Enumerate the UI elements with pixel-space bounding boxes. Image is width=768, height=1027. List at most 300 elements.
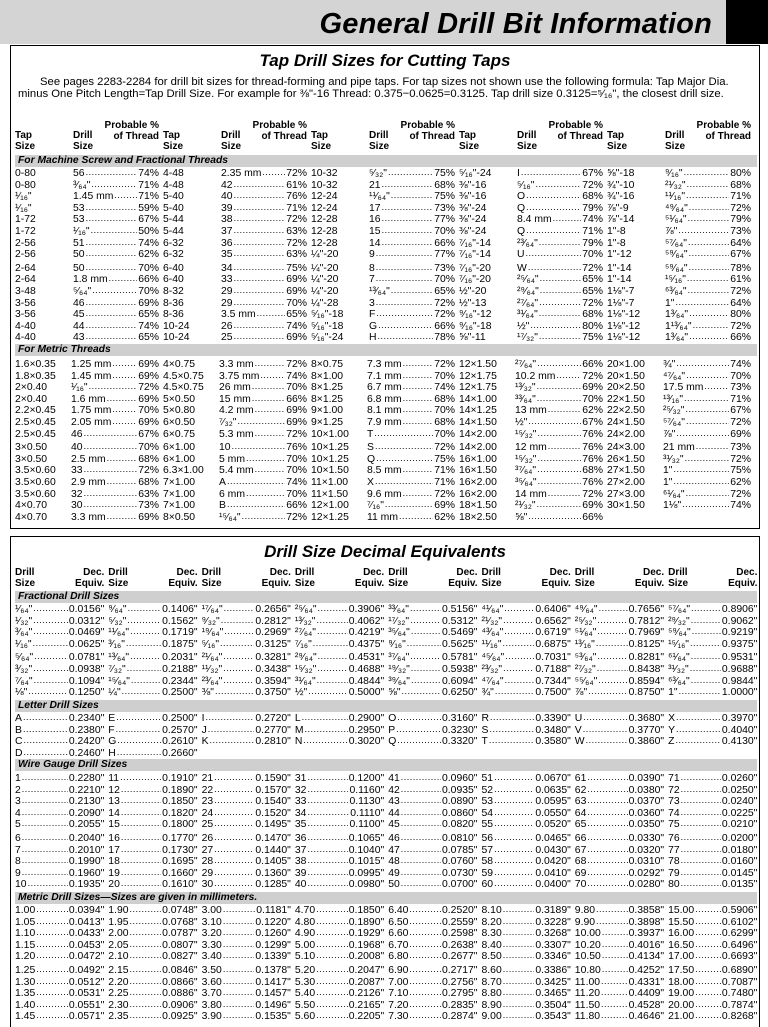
tap-size: 26×1.50 bbox=[607, 453, 645, 465]
decimal-equivalent: 0.5781" bbox=[442, 652, 478, 664]
table-row bbox=[459, 405, 603, 417]
drill-size: 1" bbox=[663, 465, 673, 477]
drill-size: 11.80 bbox=[574, 1011, 601, 1023]
drill-size: 29 bbox=[221, 285, 233, 297]
table-row bbox=[202, 833, 291, 845]
leader-dots bbox=[586, 868, 627, 880]
decimal-equivalent: 0.1110" bbox=[350, 807, 385, 819]
leader-dots bbox=[129, 652, 161, 664]
thread-percent: 73% bbox=[434, 202, 455, 214]
decimal-equivalent: 0.0156" bbox=[68, 604, 105, 615]
leader-dots bbox=[233, 203, 286, 215]
drill-size: 5 bbox=[15, 819, 21, 831]
drill-size: 4.80 bbox=[294, 916, 316, 928]
drill-size: 29 bbox=[221, 297, 233, 309]
decimal-equivalent: 0.1015" bbox=[348, 856, 385, 868]
drill-size: 1.10 bbox=[15, 928, 36, 940]
drill-size: 3.50 bbox=[201, 964, 222, 976]
leader-dots bbox=[315, 928, 348, 940]
probable-thread-header: Probable % of Thread bbox=[252, 120, 307, 142]
decimal-equivalent: 0.4252" bbox=[628, 964, 665, 976]
drill-size: 2.9 mm bbox=[71, 476, 106, 488]
drill-size: 9.80 bbox=[574, 905, 596, 916]
decimal-equivalent: 0.0225" bbox=[721, 807, 758, 819]
leader-dots bbox=[680, 773, 721, 785]
table-row bbox=[15, 1000, 104, 1012]
table-row bbox=[311, 321, 455, 333]
drill-size: 45 bbox=[388, 819, 400, 831]
tap-header-col bbox=[607, 120, 751, 154]
leader-dots bbox=[35, 940, 68, 952]
thread-percent: 72% bbox=[582, 262, 603, 274]
dec-col bbox=[295, 773, 384, 891]
table-row bbox=[295, 988, 384, 1000]
table-row bbox=[668, 833, 757, 845]
decimal-equivalent: 0.3160" bbox=[442, 713, 478, 724]
table-row bbox=[15, 191, 159, 203]
drill-size: 3.20 bbox=[201, 928, 222, 940]
drill-size: 29 bbox=[201, 867, 214, 879]
drill-size: ³⁷⁄₆₄" bbox=[388, 652, 410, 664]
table-row bbox=[482, 845, 571, 857]
table-row bbox=[15, 249, 159, 261]
tap-size: 10×1.25 bbox=[311, 453, 349, 465]
tap-size: 10×1.25 bbox=[311, 442, 349, 454]
drill-size: 8 bbox=[15, 856, 21, 868]
thread-percent: 62% bbox=[730, 476, 751, 488]
table-row bbox=[311, 512, 455, 524]
drill-size: 1.45 mm bbox=[73, 191, 114, 203]
tap-size: ⁷⁄₁₆"-20 bbox=[459, 274, 491, 286]
leader-dots bbox=[120, 856, 161, 868]
table-row bbox=[388, 977, 477, 989]
table-row bbox=[668, 725, 757, 737]
table-row bbox=[295, 868, 384, 880]
decimal-equivalent: 0.1929" bbox=[348, 928, 385, 940]
drill-size: 71 bbox=[668, 773, 680, 784]
leader-dots bbox=[400, 856, 441, 868]
table-row bbox=[459, 359, 603, 371]
table-row bbox=[607, 249, 751, 261]
drill-size: H bbox=[108, 747, 116, 759]
drill-size: 64 bbox=[574, 807, 587, 819]
drill-size: 10.80 bbox=[574, 964, 601, 976]
decimal-equivalent: 0.0787" bbox=[162, 928, 198, 940]
decimal-equivalent: 0.0145" bbox=[721, 867, 758, 879]
thread-percent: 69% bbox=[286, 405, 307, 417]
table-row bbox=[575, 845, 664, 857]
decimal-equivalent: 0.3320" bbox=[442, 736, 478, 748]
decimal-equivalent: 0.0320" bbox=[628, 844, 665, 856]
decimal-equivalent: 0.7656" bbox=[628, 604, 665, 615]
thread-percent: 70% bbox=[138, 442, 159, 454]
drill-size: ½" bbox=[515, 416, 528, 428]
table-row bbox=[607, 332, 751, 344]
leader-dots bbox=[21, 796, 68, 808]
drill-size: ⁵⁄₆₄" bbox=[73, 285, 92, 297]
thread-percent: 65% bbox=[582, 285, 603, 297]
decimal-equivalent: 0.6890" bbox=[721, 964, 758, 976]
tap-size: 9×1.25 bbox=[311, 416, 344, 428]
leader-dots bbox=[401, 687, 441, 699]
decimal-equivalent: 0.2835" bbox=[442, 999, 478, 1011]
decimal-equivalent: 0.5938" bbox=[442, 663, 478, 675]
leader-dots bbox=[547, 442, 581, 454]
table-row bbox=[459, 489, 603, 501]
leader-dots bbox=[685, 417, 729, 429]
decimal-equivalent: 0.1820" bbox=[162, 807, 198, 819]
drill-size: 34 bbox=[221, 262, 233, 274]
table-row bbox=[311, 203, 455, 215]
table-row bbox=[388, 713, 477, 725]
decimal-equivalent: 0.4331" bbox=[628, 976, 665, 988]
table-row bbox=[607, 238, 751, 250]
drill-size: ⅞" bbox=[574, 687, 588, 699]
decimal-equivalent: 0.2677" bbox=[442, 951, 478, 963]
drill-size: 1.8 mm bbox=[73, 274, 108, 286]
drill-size: O bbox=[388, 713, 397, 724]
table-row bbox=[202, 988, 291, 1000]
drill-size: ¹³⁄₁₆" bbox=[574, 638, 595, 650]
table-row bbox=[163, 226, 307, 238]
drill-size: E bbox=[108, 713, 116, 724]
thread-percent: 72% bbox=[730, 416, 751, 428]
drill-size: 42 bbox=[221, 179, 233, 191]
leader-dots bbox=[127, 604, 162, 616]
tap-size: 30×1.50 bbox=[607, 500, 645, 512]
drill-size: 8.20 bbox=[481, 916, 502, 928]
section-metric-threads: For Metric Threads bbox=[15, 344, 757, 356]
leader-dots bbox=[586, 856, 627, 868]
drill-size: D bbox=[15, 747, 23, 759]
table-row bbox=[15, 429, 159, 441]
leader-dots bbox=[85, 263, 138, 275]
table-row bbox=[459, 226, 603, 238]
drill-size: 4.90 bbox=[294, 928, 316, 940]
drill-size: 1¹³⁄₆₄" bbox=[665, 320, 692, 332]
table-row bbox=[15, 1011, 104, 1023]
leader-dots bbox=[85, 168, 138, 180]
tap-size: ¼"-20 bbox=[311, 262, 339, 274]
dec-col bbox=[388, 905, 477, 1023]
leader-dots bbox=[375, 274, 433, 286]
leader-dots bbox=[254, 405, 286, 417]
decimal-equivalent: 0.0925" bbox=[162, 1011, 198, 1023]
leader-dots bbox=[121, 687, 161, 699]
decimal-equivalent: 0.0670" bbox=[535, 773, 571, 784]
drill-size: 1.95 bbox=[108, 916, 129, 928]
drill-size: 2.05 mm bbox=[71, 416, 112, 428]
tap-size: ¼"-28 bbox=[311, 297, 339, 309]
drill-size: A bbox=[15, 713, 22, 724]
table-row bbox=[388, 808, 477, 820]
drill-size-header: Drill Size bbox=[388, 567, 409, 589]
drill-size: 68 bbox=[574, 856, 587, 868]
leader-dots bbox=[684, 454, 730, 466]
table-row bbox=[668, 627, 757, 639]
leader-dots bbox=[409, 616, 441, 628]
drill-size: ¹⁄₁₆" bbox=[15, 638, 32, 650]
thread-percent: 72% bbox=[434, 359, 455, 370]
table-row bbox=[311, 359, 455, 371]
dec-col bbox=[202, 604, 291, 699]
table-row bbox=[459, 263, 603, 275]
drill-size: ⁵⁹⁄₆₄" bbox=[668, 627, 691, 639]
table-row bbox=[15, 773, 104, 785]
thread-percent: 65% bbox=[138, 332, 159, 344]
decimal-equivalent: 0.2656" bbox=[255, 604, 291, 615]
thread-percent: 66% bbox=[434, 237, 455, 249]
drill-size: ²⁹⁄₆₄" bbox=[294, 652, 317, 664]
dec-col bbox=[202, 713, 291, 748]
thread-percent: 72% bbox=[286, 428, 307, 440]
drill-size: ¹¹⁄₁₆" bbox=[481, 638, 502, 650]
tap-size: 12×1.50 bbox=[459, 359, 497, 370]
decimal-equivalent: 0.1800" bbox=[162, 819, 198, 831]
leader-dots bbox=[408, 928, 441, 940]
drill-size: ⁴⁷⁄₆₄" bbox=[481, 675, 504, 687]
drill-size: 5 mm bbox=[219, 453, 245, 465]
table-row bbox=[459, 442, 603, 454]
thread-percent: 62% bbox=[582, 405, 603, 417]
drill-size: 3.60 bbox=[201, 976, 222, 988]
table-row bbox=[575, 856, 664, 868]
table-row bbox=[607, 286, 751, 298]
drill-size: 1³⁄₆₄" bbox=[665, 332, 689, 344]
leader-dots bbox=[220, 616, 255, 628]
drill-size: 1.90 bbox=[108, 905, 129, 916]
leader-dots bbox=[233, 274, 286, 286]
thread-percent: 63% bbox=[138, 488, 159, 500]
table-row bbox=[482, 965, 571, 977]
decimal-equivalent: 0.3680" bbox=[628, 713, 665, 724]
section-letter: Letter Drill Sizes bbox=[15, 700, 757, 712]
tap-size: 12×1.75 bbox=[459, 382, 497, 394]
table-row bbox=[295, 1000, 384, 1012]
drill-size: 1.45 mm bbox=[71, 370, 112, 382]
tap-size: 14×1.25 bbox=[459, 405, 497, 417]
drill-size: 62 bbox=[574, 784, 587, 796]
drill-size: 4.2 mm bbox=[219, 405, 254, 417]
drill-size-header: Drill Size bbox=[201, 567, 222, 589]
leader-dots bbox=[377, 332, 434, 344]
dec-header bbox=[295, 567, 384, 591]
leader-dots bbox=[685, 489, 730, 501]
leader-dots bbox=[690, 652, 721, 664]
drill-size: ⁵⁷⁄₆₄" bbox=[665, 237, 687, 249]
drill-size: 8.10 bbox=[481, 905, 502, 916]
table-row bbox=[482, 917, 571, 929]
table-row bbox=[607, 168, 751, 180]
tap-size: ½"-20 bbox=[459, 285, 487, 297]
decimal-equivalent: 0.1417" bbox=[255, 976, 291, 988]
tap-size: 3-56 bbox=[15, 297, 36, 309]
tap-size: 8×1.25 bbox=[311, 393, 344, 405]
table-row bbox=[311, 429, 455, 441]
thread-percent: 80% bbox=[730, 309, 751, 321]
drill-size: 6.8 mm bbox=[367, 393, 402, 405]
leader-dots bbox=[316, 664, 347, 676]
leader-dots bbox=[675, 429, 729, 441]
table-row bbox=[15, 382, 159, 394]
tap-size: 1.8×0.35 bbox=[15, 370, 56, 382]
table-row bbox=[575, 687, 664, 699]
drill-size: ⁴¹⁄₆₄" bbox=[481, 604, 504, 615]
leader-dots bbox=[503, 627, 534, 639]
leader-dots bbox=[236, 417, 285, 429]
decimal-equivalent: 0.0292" bbox=[628, 867, 665, 879]
decimal-equivalent: 0.4844" bbox=[348, 675, 385, 687]
drill-size: ¼" bbox=[108, 687, 121, 699]
leader-dots bbox=[23, 748, 68, 760]
thread-percent: 68% bbox=[582, 309, 603, 321]
table-row bbox=[607, 382, 751, 394]
drill-size: ²⁵⁄₃₂" bbox=[663, 405, 685, 417]
tap-size: ⅜"-16 bbox=[459, 191, 487, 203]
table-row bbox=[15, 454, 159, 466]
leader-dots bbox=[85, 238, 138, 250]
tap-size: ⅜"-24 bbox=[459, 225, 487, 237]
drill-size-header: Drill Size bbox=[15, 567, 36, 589]
tap-size-header: Tap Size bbox=[459, 130, 480, 152]
leader-dots bbox=[539, 274, 582, 286]
table-row bbox=[311, 477, 455, 489]
drill-size: ⁷⁄₁₆" bbox=[294, 638, 312, 650]
thread-percent: 68% bbox=[138, 453, 159, 465]
drill-size: ⁹⁄₁₆" bbox=[665, 168, 683, 179]
thread-percent: 74% bbox=[286, 476, 307, 488]
table-row bbox=[459, 512, 603, 524]
table-row bbox=[575, 785, 664, 797]
leader-dots bbox=[106, 477, 138, 489]
table-row bbox=[607, 489, 751, 501]
drill-size: 36 bbox=[221, 237, 233, 249]
leader-dots bbox=[502, 1011, 535, 1023]
drill-size: 14 bbox=[369, 237, 381, 249]
drill-size: 5.40 bbox=[294, 988, 316, 1000]
tap-col bbox=[163, 359, 307, 523]
table-row bbox=[311, 226, 455, 238]
leader-dots bbox=[493, 796, 534, 808]
table-row bbox=[202, 940, 291, 952]
table-row bbox=[108, 676, 197, 688]
drill-size: T bbox=[367, 428, 374, 440]
drill-size: 9 bbox=[15, 867, 21, 879]
drill-size: ²¹⁄₃₂" bbox=[515, 500, 536, 512]
decimal-equivalents-panel bbox=[10, 536, 760, 1027]
leader-dots bbox=[374, 442, 433, 454]
thread-percent: 79% bbox=[582, 237, 603, 249]
leader-dots bbox=[689, 664, 721, 676]
table-row bbox=[163, 442, 307, 454]
thread-percent: 73% bbox=[138, 500, 159, 512]
table-row bbox=[295, 676, 384, 688]
tap-size: ⁵⁄₁₆"-24 bbox=[311, 332, 344, 344]
dec-header bbox=[482, 567, 571, 591]
leader-dots bbox=[674, 298, 729, 310]
drill-size: 1.45 bbox=[15, 1011, 36, 1023]
drill-size: ²⁵⁄₃₂" bbox=[574, 615, 597, 627]
decimal-equivalent: 0.9531" bbox=[721, 652, 758, 664]
drill-size: ⁷⁄₁₆" bbox=[367, 500, 384, 512]
leader-dots bbox=[691, 627, 721, 639]
thread-percent: 71% bbox=[434, 476, 455, 488]
drill-size: ²³⁄₆₄" bbox=[517, 237, 538, 249]
table-row bbox=[15, 465, 159, 477]
drill-size: 15 mm bbox=[219, 393, 251, 405]
drill-size: 1.00 bbox=[15, 905, 36, 916]
leader-dots bbox=[111, 371, 137, 383]
decimal-equivalent: 0.1457" bbox=[255, 988, 291, 1000]
leader-dots bbox=[409, 604, 441, 616]
thread-percent: 69% bbox=[582, 500, 603, 512]
thread-percent: 74% bbox=[138, 237, 159, 249]
leader-dots bbox=[213, 845, 254, 857]
drill-size: 13 mm bbox=[515, 405, 547, 417]
leader-dots bbox=[85, 203, 138, 215]
decimal-equivalent: 0.1496" bbox=[255, 999, 291, 1011]
leader-dots bbox=[222, 940, 255, 952]
drill-size: 37 bbox=[294, 844, 307, 856]
drill-size: Z bbox=[668, 736, 675, 748]
table-row bbox=[15, 274, 159, 286]
dec-col bbox=[295, 905, 384, 1023]
drill-size: 6.80 bbox=[388, 951, 409, 963]
table-row bbox=[388, 652, 477, 664]
table-row bbox=[388, 951, 477, 963]
leader-dots bbox=[402, 465, 434, 477]
table-row bbox=[575, 977, 664, 989]
leader-dots bbox=[222, 652, 254, 664]
table-row bbox=[15, 988, 104, 1000]
leader-dots bbox=[520, 168, 581, 180]
tap-size: ⁵⁄₁₆"-18 bbox=[311, 309, 344, 321]
drill-size: ⅝" bbox=[515, 511, 528, 523]
table-row bbox=[311, 500, 455, 512]
table-row bbox=[607, 309, 751, 321]
tap-size: 8×0.50 bbox=[163, 511, 196, 523]
leader-dots bbox=[502, 616, 534, 628]
tap-size: 5-44 bbox=[163, 225, 184, 237]
table-row bbox=[311, 238, 455, 250]
decimal-equivalent: 0.6496" bbox=[721, 939, 758, 951]
tap-size: ⁵⁄₁₆"-24 bbox=[459, 168, 492, 179]
drill-size: ⁴⁷⁄₆₄" bbox=[663, 370, 686, 382]
decimal-equivalent: 0.2720" bbox=[255, 713, 291, 724]
decimal-equivalent: 0.0413" bbox=[68, 916, 105, 928]
table-row bbox=[575, 664, 664, 676]
thread-percent: 72% bbox=[582, 179, 603, 191]
thread-percent: 67% bbox=[582, 168, 603, 179]
leader-dots bbox=[539, 286, 581, 298]
table-row bbox=[15, 977, 104, 989]
thread-percent: 68% bbox=[730, 179, 751, 191]
leader-dots bbox=[85, 321, 138, 333]
drill-size: 41 bbox=[388, 773, 400, 784]
drill-size: 2.25 bbox=[108, 988, 129, 1000]
decimal-equivalent: 0.2087" bbox=[348, 976, 385, 988]
decimal-equivalent: 0.1250" bbox=[68, 687, 105, 699]
drill-size: ¹⁹⁄₆₄" bbox=[201, 627, 224, 639]
leader-dots bbox=[525, 226, 581, 238]
leader-dots bbox=[125, 639, 161, 651]
decimal-equivalent: 0.1960" bbox=[68, 867, 105, 879]
table-row bbox=[388, 845, 477, 857]
table-row bbox=[163, 332, 307, 344]
drill-size: 43 bbox=[388, 796, 400, 808]
thread-percent: 70% bbox=[286, 465, 307, 477]
drill-size: 6.40 bbox=[388, 905, 409, 916]
